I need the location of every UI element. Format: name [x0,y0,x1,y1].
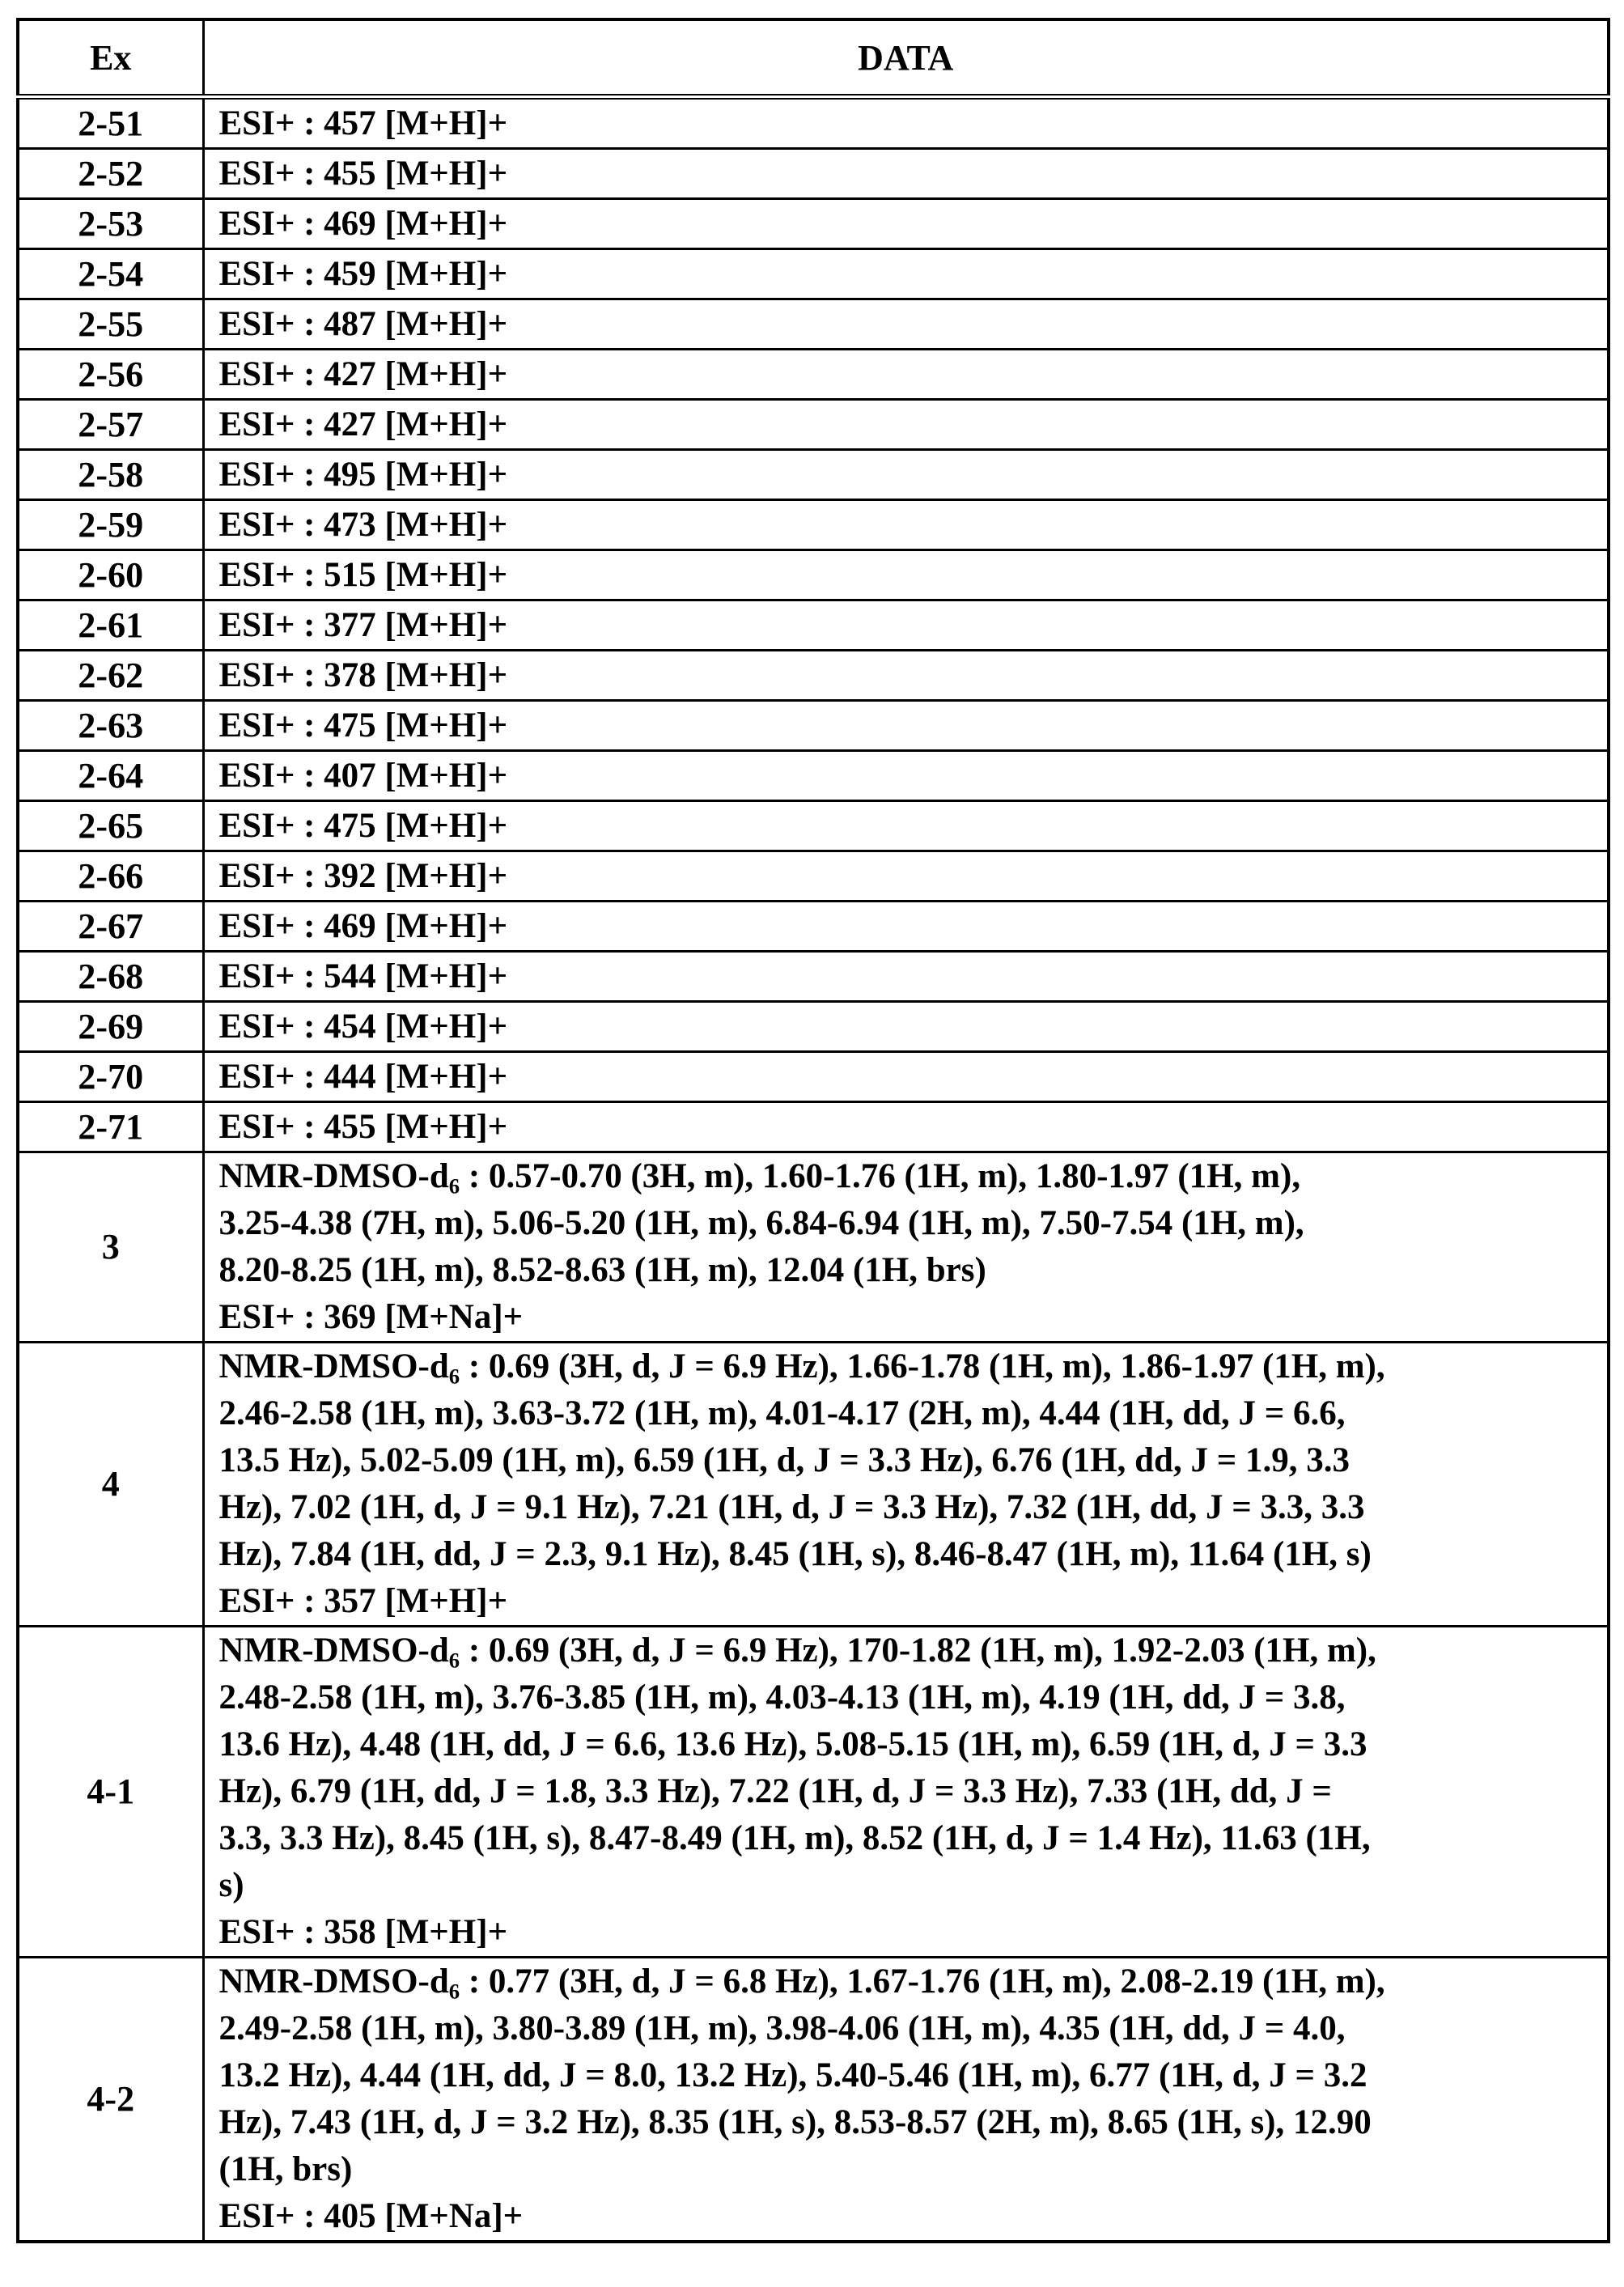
nmr-line: 8.20-8.25 (1H, m), 8.52-8.63 (1H, m), 12.04 (1H, brs) [218,1251,986,1289]
data-table [16,18,1610,2243]
table-body [18,97,1609,2242]
example-id: 2-68 [18,952,203,1002]
nmr-line: Hz), 6.79 (1H, dd, J = 1.8, 3.3 Hz), 7.22 (1H, d, J = 3.3 Hz), 7.33 (1H, dd, J = [218,1772,1332,1810]
table-row [18,550,1609,600]
table-row-nmr [18,1152,1609,1343]
example-id: 2-63 [18,701,203,751]
ms-data: ESI+ : 392 [M+H]+ [203,851,1609,902]
ms-data: ESI+ : 515 [M+H]+ [203,550,1609,600]
table-row [18,149,1609,199]
example-id: 2-66 [18,851,203,902]
ms-data: ESI+ : 455 [M+H]+ [203,149,1609,199]
nmr-line: 3.3, 3.3 Hz), 8.45 (1H, s), 8.47-8.49 (1H, m), 8.52 (1H, d, J = 1.4 Hz), 11.63 (1H, [218,1819,1371,1857]
ms-data: ESI+ : 459 [M+H]+ [203,249,1609,299]
esi-line: ESI+ : 405 [M+Na]+ [218,2197,524,2235]
table-row [18,902,1609,952]
example-id: 2-64 [18,751,203,801]
ms-data: ESI+ : 427 [M+H]+ [203,350,1609,400]
table-row [18,350,1609,400]
example-id: 4-2 [18,1958,203,2242]
example-id: 3 [18,1152,203,1343]
ms-data: ESI+ : 473 [M+H]+ [203,500,1609,550]
table-row [18,851,1609,902]
nmr-line: 13.2 Hz), 4.44 (1H, dd, J = 8.0, 13.2 Hz), 5.40-5.46 (1H, m), 6.77 (1H, d, J = 3.2 [218,2056,1367,2094]
table-row-nmr [18,1958,1609,2242]
nmr-line: Hz), 7.02 (1H, d, J = 9.1 Hz), 7.21 (1H, d, J = 3.3 Hz), 7.32 (1H, dd, J = 3.3, 3.3 [218,1488,1365,1526]
table-row [18,1052,1609,1102]
table-row [18,450,1609,500]
table-header-row [18,19,1609,97]
table-row-nmr [18,1343,1609,1627]
column-header-ex: Ex [18,19,203,97]
ms-data: ESI+ : 475 [M+H]+ [203,801,1609,851]
nmr-line: 2.48-2.58 (1H, m), 3.76-3.85 (1H, m), 4.03-4.13 (1H, m), 4.19 (1H, dd, J = 3.8, [218,1678,1346,1716]
nmr-solvent-label: NMR-DMSO-d [218,1157,449,1195]
ms-data: ESI+ : 455 [M+H]+ [203,1102,1609,1152]
ms-data: ESI+ : 487 [M+H]+ [203,299,1609,350]
example-id: 2-70 [18,1052,203,1102]
example-id: 2-71 [18,1102,203,1152]
table-row [18,500,1609,550]
column-header-data: DATA [203,19,1609,97]
ms-data: ESI+ : 469 [M+H]+ [203,902,1609,952]
nmr-solvent-label: NMR-DMSO-d [218,1631,449,1670]
nmr-solvent-subscript: 6 [448,1364,460,1389]
nmr-line [219,1153,1600,1200]
example-id: 2-57 [18,400,203,450]
ms-data: ESI+ : 475 [M+H]+ [203,701,1609,751]
example-id: 2-65 [18,801,203,851]
table-row [18,299,1609,350]
nmr-line: 13.6 Hz), 4.48 (1H, dd, J = 6.6, 13.6 Hz), 5.08-5.15 (1H, m), 6.59 (1H, d, J = 3.3 [218,1725,1367,1763]
table-row [18,701,1609,751]
example-id: 2-55 [18,299,203,350]
nmr-line: (1H, brs) [218,2150,353,2188]
example-id: 2-69 [18,1002,203,1052]
esi-line: ESI+ : 358 [M+H]+ [218,1913,508,1951]
nmr-line: Hz), 7.43 (1H, d, J = 3.2 Hz), 8.35 (1H, s), 8.53-8.57 (2H, m), 8.65 (1H, s), 12.90 [218,2103,1372,2141]
table-row-nmr [18,1627,1609,1958]
nmr-solvent-subscript: 6 [448,1648,460,1673]
example-id: 2-53 [18,199,203,249]
example-id: 2-51 [18,97,203,149]
table-row [18,651,1609,701]
nmr-line: 2.49-2.58 (1H, m), 3.80-3.89 (1H, m), 3.98-4.06 (1H, m), 4.35 (1H, dd, J = 4.0, [218,2009,1346,2047]
nmr-line: s) [218,1866,244,1904]
nmr-text: : 0.77 (3H, d, J = 6.8 Hz), 1.67-1.76 (1H, m), 2.08-2.19 (1H, m), [460,1962,1385,2001]
table-row [18,801,1609,851]
example-id: 2-61 [18,600,203,651]
ms-data: ESI+ : 469 [M+H]+ [203,199,1609,249]
nmr-solvent-label: NMR-DMSO-d [218,1962,449,2001]
example-id: 2-67 [18,902,203,952]
nmr-solvent-subscript: 6 [448,1979,460,2004]
nmr-line [219,1343,1600,1390]
nmr-line: 13.5 Hz), 5.02-5.09 (1H, m), 6.59 (1H, d, J = 3.3 Hz), 6.76 (1H, dd, J = 1.9, 3.3 [218,1441,1350,1479]
example-id: 2-52 [18,149,203,199]
table-row [18,952,1609,1002]
ms-data: ESI+ : 378 [M+H]+ [203,651,1609,701]
example-id: 4-1 [18,1627,203,1958]
table-row [18,1002,1609,1052]
ms-data: ESI+ : 454 [M+H]+ [203,1002,1609,1052]
table-row [18,400,1609,450]
example-id: 2-59 [18,500,203,550]
example-id: 2-62 [18,651,203,701]
nmr-ms-data [203,1343,1609,1627]
ms-data: ESI+ : 377 [M+H]+ [203,600,1609,651]
example-id: 2-58 [18,450,203,500]
ms-data: ESI+ : 427 [M+H]+ [203,400,1609,450]
esi-line: ESI+ : 369 [M+Na]+ [218,1298,524,1336]
table-row [18,97,1609,149]
ms-data: ESI+ : 407 [M+H]+ [203,751,1609,801]
table-row [18,600,1609,651]
nmr-solvent-label: NMR-DMSO-d [218,1347,449,1385]
nmr-line [219,1958,1600,2005]
nmr-line [219,1627,1600,1674]
nmr-text: : 0.57-0.70 (3H, m), 1.60-1.76 (1H, m), 1.80-1.97 (1H, m), [460,1157,1301,1195]
example-id: 2-60 [18,550,203,600]
nmr-line: 3.25-4.38 (7H, m), 5.06-5.20 (1H, m), 6.84-6.94 (1H, m), 7.50-7.54 (1H, m), [218,1204,1304,1242]
ms-data: ESI+ : 457 [M+H]+ [203,97,1609,149]
nmr-line: 2.46-2.58 (1H, m), 3.63-3.72 (1H, m), 4.01-4.17 (2H, m), 4.44 (1H, dd, J = 6.6, [218,1394,1346,1432]
nmr-solvent-subscript: 6 [448,1173,460,1199]
data-table-container [16,18,1607,2243]
example-id: 4 [18,1343,203,1627]
nmr-ms-data [203,1627,1609,1958]
example-id: 2-54 [18,249,203,299]
table-row [18,1102,1609,1152]
esi-line: ESI+ : 357 [M+H]+ [218,1582,508,1620]
nmr-text: : 0.69 (3H, d, J = 6.9 Hz), 1.66-1.78 (1H, m), 1.86-1.97 (1H, m), [460,1347,1385,1385]
table-row [18,199,1609,249]
nmr-ms-data [203,1958,1609,2242]
table-row [18,751,1609,801]
ms-data: ESI+ : 544 [M+H]+ [203,952,1609,1002]
ms-data: ESI+ : 495 [M+H]+ [203,450,1609,500]
nmr-text: : 0.69 (3H, d, J = 6.9 Hz), 170-1.82 (1H, m), 1.92-2.03 (1H, m), [460,1631,1376,1670]
nmr-line: Hz), 7.84 (1H, dd, J = 2.3, 9.1 Hz), 8.45 (1H, s), 8.46-8.47 (1H, m), 11.64 (1H, s) [218,1535,1372,1573]
ms-data: ESI+ : 444 [M+H]+ [203,1052,1609,1102]
nmr-ms-data [203,1152,1609,1343]
example-id: 2-56 [18,350,203,400]
table-row [18,249,1609,299]
